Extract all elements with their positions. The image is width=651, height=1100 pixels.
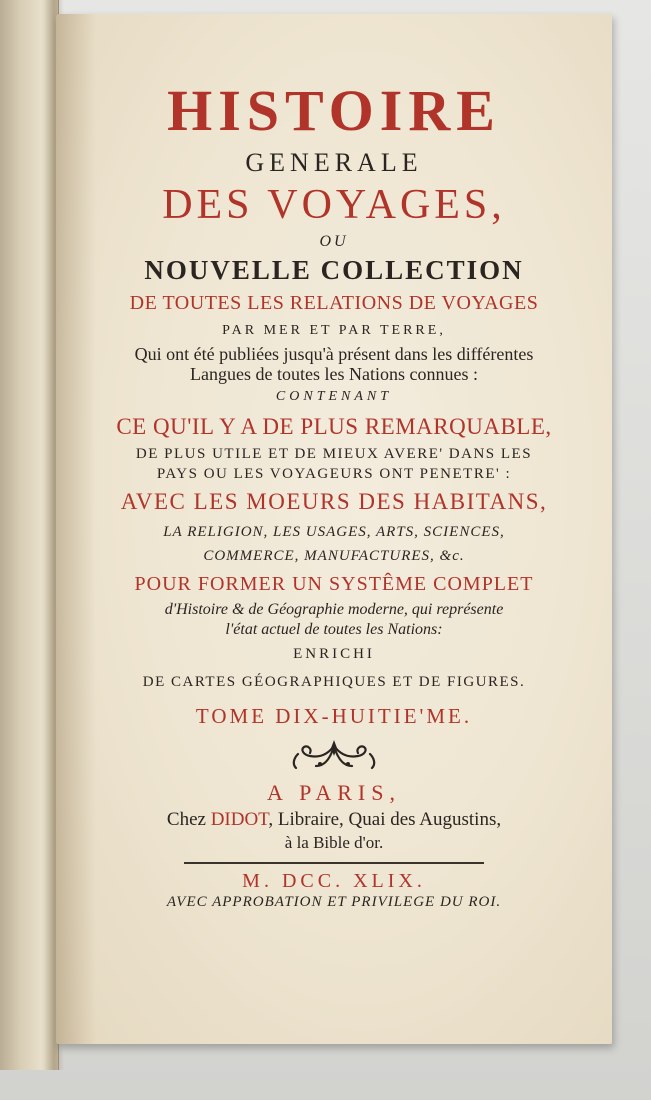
title-line-moeurs: AVEC LES MOEURS DES HABITANS, xyxy=(120,489,548,514)
imprint-rule xyxy=(184,862,484,864)
title-line-ou: OU xyxy=(319,233,349,250)
title-line-cartes: DE CARTES GÉOGRAPHIQUES ET DE FIGURES. xyxy=(142,674,526,690)
title-line-contenant: CONTENANT xyxy=(275,389,393,404)
title-line-systeme: POUR FORMER UN SYSTÊME COMPLET xyxy=(134,573,534,595)
imprint-chez: Chez xyxy=(166,809,211,830)
imprint-publisher-name: DIDOT xyxy=(210,809,269,830)
title-line-relations: DE TOUTES LES RELATIONS DE VOYAGES xyxy=(129,292,539,314)
title-line-etat-actuel: l'état actuel de toutes les Nations: xyxy=(225,621,443,638)
title-line-plus-utile: DE PLUS UTILE ET DE MIEUX AVERE' DANS LES xyxy=(135,446,533,462)
main-title: HISTOIRE xyxy=(167,78,501,143)
title-line-nouvelle-collection: NOUVELLE COLLECTION xyxy=(144,255,524,285)
title-line-langues: Langues de toutes les Nations connues : xyxy=(190,364,478,384)
fleuron-icon xyxy=(60,736,608,778)
title-line-commerce: COMMERCE, MANUFACTURES, &c. xyxy=(203,548,465,564)
title-line-pays: PAYS OU LES VOYAGEURS ONT PENETRE' : xyxy=(156,466,512,482)
title-page-text xyxy=(60,74,608,912)
title-line-publiees: Qui ont été publiées jusqu'à présent dans les différentes xyxy=(134,344,534,364)
imprint-city: A PARIS, xyxy=(266,780,401,805)
imprint-sign: à la Bible d'or. xyxy=(284,833,384,852)
title-line-histoire-geographie: d'Histoire & de Géographie moderne, qui représente xyxy=(164,601,504,618)
imprint-privilege: AVEC APPROBATION ET PRIVILEGE DU ROI. xyxy=(166,894,502,910)
title-line-religion: LA RELIGION, LES USAGES, ARTS, SCIENCES, xyxy=(163,524,505,540)
title-line-enrichi: ENRICHI xyxy=(293,646,375,662)
imprint-publisher-line xyxy=(60,808,608,832)
volume-number: TOME DIX-HUITIE'ME. xyxy=(195,704,473,728)
title-line-remarquable: CE QU'IL Y A DE PLUS REMARQUABLE, xyxy=(116,414,552,439)
imprint-date: M. DCC. XLIX. xyxy=(242,870,426,892)
title-line-voyages: DES VOYAGES, xyxy=(162,182,506,228)
imprint-address: , Libraire, Quai des Augustins, xyxy=(268,809,502,830)
title-line-par-mer: PAR MER ET PAR TERRE, xyxy=(222,323,446,338)
title-line-generale: GENERALE xyxy=(245,148,423,177)
